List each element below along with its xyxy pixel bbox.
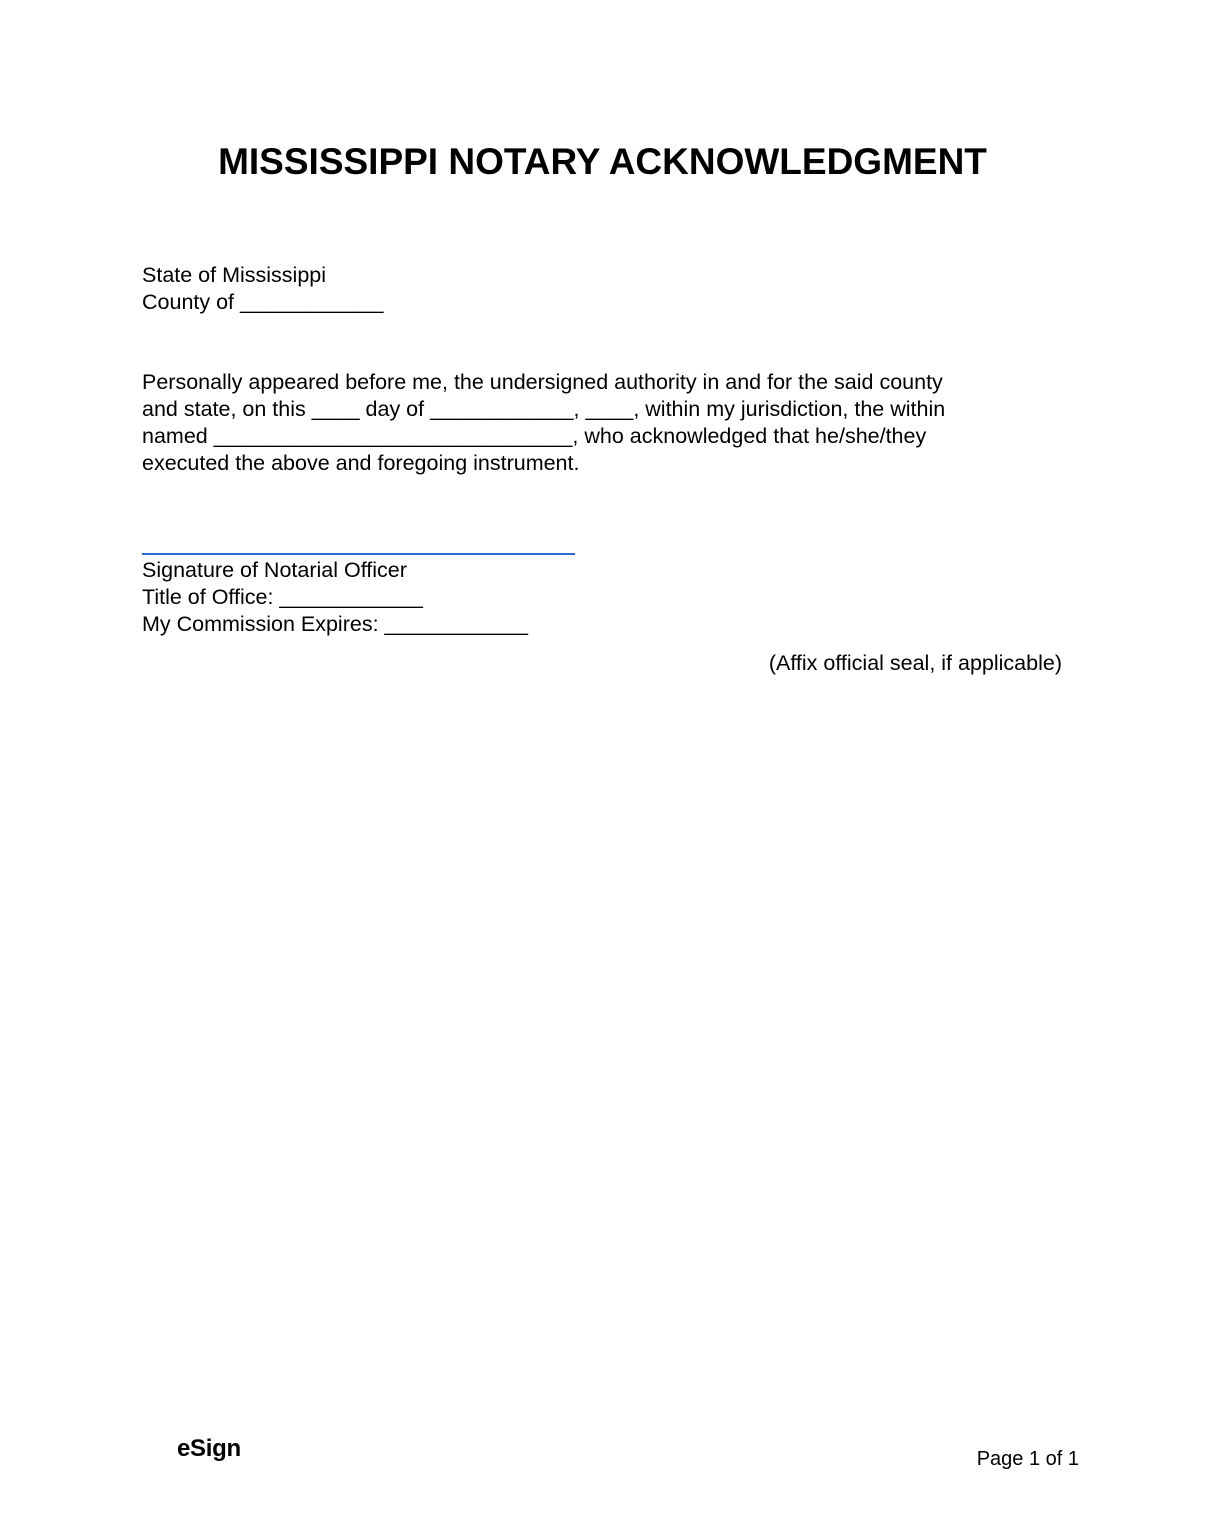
body-line-4: executed the above and foregoing instrument. [142,451,580,475]
body-line-1: Personally appeared before me, the undersigned authority in and for the said county [142,370,943,394]
state-line: State of Mississippi [142,263,327,287]
document-title: MISSISSIPPI NOTARY ACKNOWLEDGMENT [218,141,987,182]
signature-line[interactable] [142,553,575,555]
body-line-3: named ______________________________, who acknowledged that he/she/they [142,424,927,448]
body-line-2: and state, on this ____ day of ____________, ____, within my jurisdiction, the within [142,397,946,421]
signature-label: Signature of Notarial Officer [142,558,407,582]
esign-logo: eSign [177,1435,241,1462]
title-of-office-line: Title of Office: ____________ [142,585,423,609]
page-number: Page 1 of 1 [976,1448,1079,1470]
county-line: County of ____________ [142,290,384,314]
commission-expires-line: My Commission Expires: ____________ [142,612,529,636]
seal-note: (Affix official seal, if applicable) [768,651,1062,675]
